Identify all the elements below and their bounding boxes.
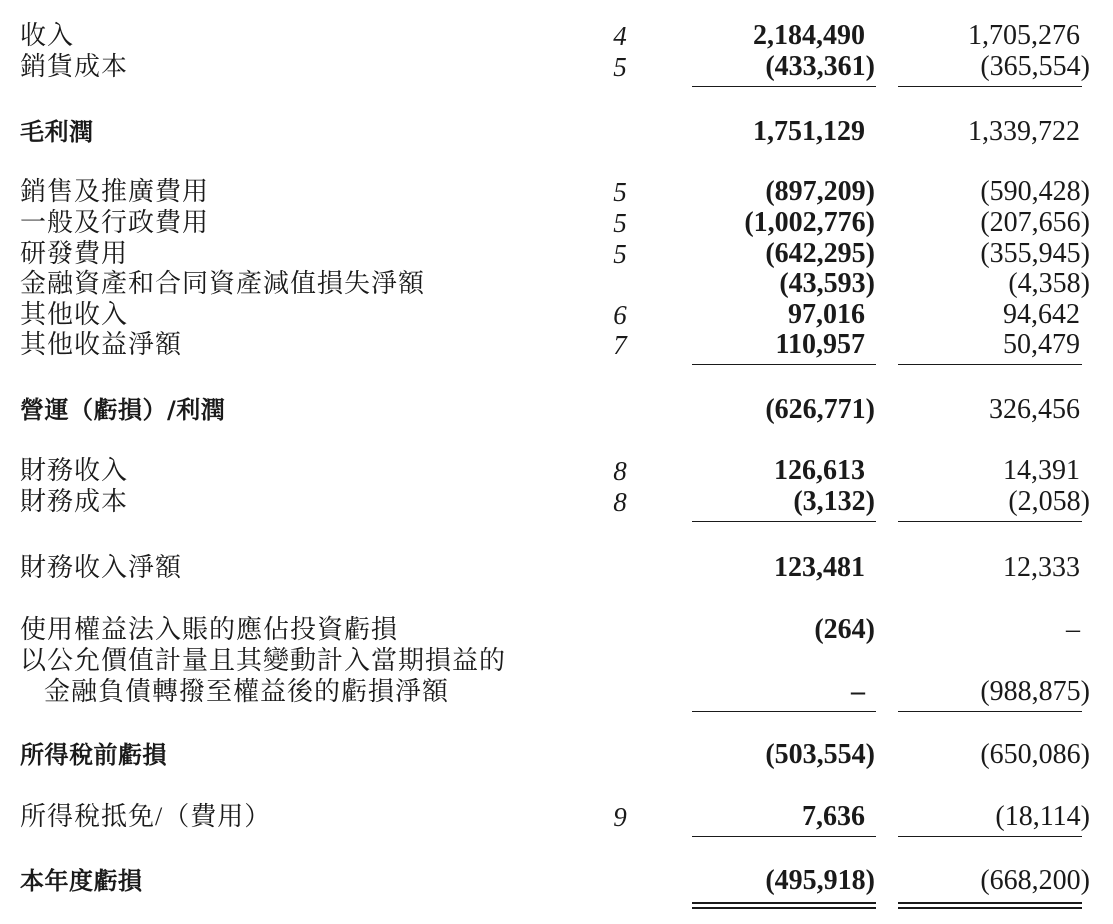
row-note: 5: [613, 208, 627, 238]
row-prior-value: 94,642: [1003, 299, 1080, 330]
row-note: 8: [613, 487, 627, 517]
row-label: 毛利潤: [20, 118, 94, 146]
row-label: 收入: [20, 21, 75, 50]
row-current-value: 97,016: [788, 299, 865, 330]
subtotal-rule-prior: [898, 711, 1082, 712]
row-current-value: 123,481: [774, 552, 865, 583]
row-prior-value: 1,339,722: [968, 116, 1080, 147]
subtotal-rule-current: [692, 836, 876, 837]
row-current-value: (642,295): [765, 238, 875, 269]
row-note: 6: [613, 300, 627, 330]
row-label: 研發費用: [20, 239, 129, 268]
row-label: 財務收入: [20, 456, 129, 485]
row-label: 財務收入淨額: [20, 553, 183, 582]
subtotal-rule-prior: [898, 86, 1082, 87]
row-label: 銷貨成本: [20, 52, 129, 81]
row-impairment-losses: [0, 268, 1113, 300]
row-prior-value: (2,058): [1008, 486, 1090, 517]
row-current-value: 1,751,129: [753, 116, 865, 147]
row-loss-before-tax: [0, 739, 1113, 771]
row-label: 金融負債轉撥至權益後的虧損淨額: [44, 677, 450, 706]
row-prior-value: (988,875): [980, 676, 1090, 707]
total-double-rule-prior-top: [898, 902, 1082, 904]
row-current-value: (1,002,776): [744, 207, 875, 238]
row-note: 4: [613, 21, 627, 51]
row-label: 財務成本: [20, 487, 129, 516]
row-share-of-losses: [0, 614, 1113, 646]
row-label: 銷售及推廣費用: [20, 177, 210, 206]
row-prior-value: –: [1066, 614, 1080, 645]
row-cost-of-sales: [0, 51, 1113, 83]
row-label: 使用權益法入賬的應佔投資虧損: [20, 615, 399, 644]
subtotal-rule-current: [692, 711, 876, 712]
subtotal-rule-current: [692, 86, 876, 87]
row-admin-expenses: [0, 207, 1113, 239]
row-prior-value: (355,945): [980, 238, 1090, 269]
row-label: 所得稅前虧損: [20, 741, 167, 769]
row-rd-expenses: [0, 238, 1113, 270]
row-finance-income-net: [0, 552, 1113, 584]
row-current-value: 2,184,490: [753, 20, 865, 51]
row-prior-value: (650,086): [980, 739, 1090, 770]
row-label: 本年度虧損: [20, 867, 143, 895]
row-current-value: (264): [814, 614, 875, 645]
subtotal-rule-current: [692, 364, 876, 365]
row-prior-value: 326,456: [989, 394, 1080, 425]
row-current-value: (626,771): [765, 394, 875, 425]
row-revenue: [0, 20, 1113, 52]
row-prior-value: (18,114): [995, 801, 1090, 832]
row-current-value: (433,361): [765, 51, 875, 82]
row-finance-costs: [0, 486, 1113, 518]
row-prior-value: 50,479: [1003, 329, 1080, 360]
row-other-gains-net: [0, 329, 1113, 361]
row-current-value: –: [851, 676, 865, 707]
subtotal-rule-prior: [898, 364, 1082, 365]
row-current-value: 7,636: [802, 801, 865, 832]
row-label: 以公允價值計量且其變動計入當期損益的: [20, 646, 507, 675]
row-selling-expenses: [0, 176, 1113, 208]
row-note: 9: [613, 802, 627, 832]
row-note: 8: [613, 456, 627, 486]
row-other-income: [0, 299, 1113, 331]
row-label: 所得稅抵免/（費用）: [20, 802, 272, 831]
total-double-rule-current-bottom: [692, 907, 876, 909]
row-current-value: (43,593): [779, 268, 875, 299]
row-loss-for-year: [0, 865, 1113, 897]
row-finance-income: [0, 455, 1113, 487]
total-double-rule-current-top: [692, 902, 876, 904]
row-current-value: (503,554): [765, 739, 875, 770]
row-prior-value: 1,705,276: [968, 20, 1080, 51]
row-gross-profit: [0, 116, 1113, 148]
row-fvtpl-heading: [0, 645, 1113, 677]
row-income-tax: [0, 801, 1113, 833]
row-label: 其他收益淨額: [20, 330, 183, 359]
row-operating-result: [0, 394, 1113, 426]
total-double-rule-prior-bottom: [898, 907, 1082, 909]
row-fvtpl-loss-net: [0, 676, 1113, 708]
subtotal-rule-current: [692, 521, 876, 522]
row-note: 7: [613, 330, 627, 360]
row-prior-value: (590,428): [980, 176, 1090, 207]
row-note: 5: [613, 52, 627, 82]
row-prior-value: 14,391: [1003, 455, 1080, 486]
row-prior-value: (207,656): [980, 207, 1090, 238]
row-current-value: 110,957: [775, 329, 865, 360]
row-prior-value: (365,554): [980, 51, 1090, 82]
row-prior-value: (668,200): [980, 865, 1090, 896]
row-current-value: 126,613: [774, 455, 865, 486]
row-note: 5: [613, 177, 627, 207]
row-current-value: (495,918): [765, 865, 875, 896]
row-label: 營運（虧損）/利潤: [20, 396, 226, 424]
subtotal-rule-prior: [898, 521, 1082, 522]
row-note: 5: [613, 239, 627, 269]
row-label: 一般及行政費用: [20, 208, 210, 237]
row-prior-value: (4,358): [1008, 268, 1090, 299]
row-current-value: (3,132): [793, 486, 875, 517]
row-prior-value: 12,333: [1003, 552, 1080, 583]
row-label: 金融資產和合同資產減值損失淨額: [20, 269, 426, 298]
row-current-value: (897,209): [765, 176, 875, 207]
subtotal-rule-prior: [898, 836, 1082, 837]
row-label: 其他收入: [20, 300, 129, 329]
